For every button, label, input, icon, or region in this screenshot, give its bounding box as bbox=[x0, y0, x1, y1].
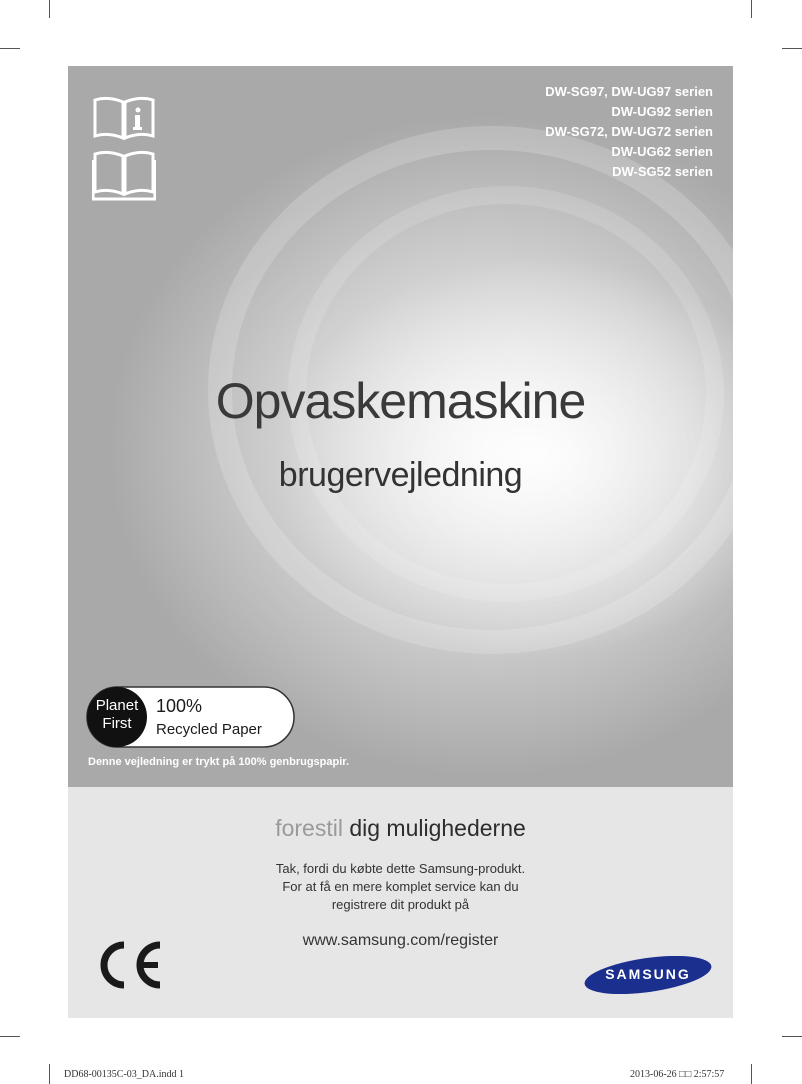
crop-mark bbox=[49, 0, 50, 18]
open-book-icon bbox=[92, 150, 156, 207]
slogan-dark: dig mulighederne bbox=[349, 815, 526, 841]
page-subtitle: brugervejledning bbox=[278, 456, 523, 494]
thanks-text bbox=[68, 860, 733, 914]
samsung-logo bbox=[583, 955, 713, 1000]
crop-mark bbox=[782, 48, 802, 49]
crop-mark bbox=[0, 48, 20, 49]
ce-mark-icon bbox=[94, 937, 170, 993]
crop-mark bbox=[751, 0, 752, 18]
model-line: DW-UG92 serien bbox=[611, 104, 713, 119]
slogan-light: forestil bbox=[275, 815, 343, 841]
crop-mark bbox=[782, 1036, 802, 1037]
thanks-line: Tak, fordi du købte dette Samsung-produkt. bbox=[275, 861, 526, 876]
crop-mark bbox=[751, 1064, 752, 1084]
info-book-icon bbox=[92, 96, 156, 147]
model-list bbox=[545, 82, 713, 182]
thanks-line: For at få en mere komplet service kan du bbox=[282, 879, 519, 894]
date-slug: 2013-06-26 □□ 2:57:57 bbox=[630, 1069, 725, 1080]
page-title: Opvaskemaskine bbox=[215, 373, 586, 429]
first-text: First bbox=[102, 715, 132, 732]
planet-first-logo bbox=[89, 697, 145, 733]
planet-text: Planet bbox=[95, 697, 139, 714]
badge-percent: 100% bbox=[156, 696, 203, 716]
model-line: DW-SG72, DW-UG72 serien bbox=[545, 124, 713, 139]
model-line: DW-UG62 serien bbox=[611, 144, 713, 159]
samsung-wordmark: SAMSUNG bbox=[605, 966, 691, 982]
recycled-note: Denne vejledning er trykt på 100% genbrugspapir. bbox=[88, 756, 350, 768]
crop-mark bbox=[0, 1036, 20, 1037]
slogan bbox=[68, 815, 733, 842]
lower-panel bbox=[68, 787, 733, 1018]
register-link[interactable]: www.samsung.com/register bbox=[302, 932, 499, 949]
model-line: DW-SG52 serien bbox=[612, 164, 713, 179]
thanks-line: registrere dit produkt på bbox=[331, 897, 470, 912]
crop-mark bbox=[49, 1064, 50, 1084]
model-line: DW-SG97, DW-UG97 serien bbox=[545, 84, 713, 99]
file-slug: DD68-00135C-03_DA.indd 1 bbox=[64, 1069, 184, 1080]
badge-label: Recycled Paper bbox=[156, 721, 262, 738]
cover-panel bbox=[68, 66, 733, 787]
